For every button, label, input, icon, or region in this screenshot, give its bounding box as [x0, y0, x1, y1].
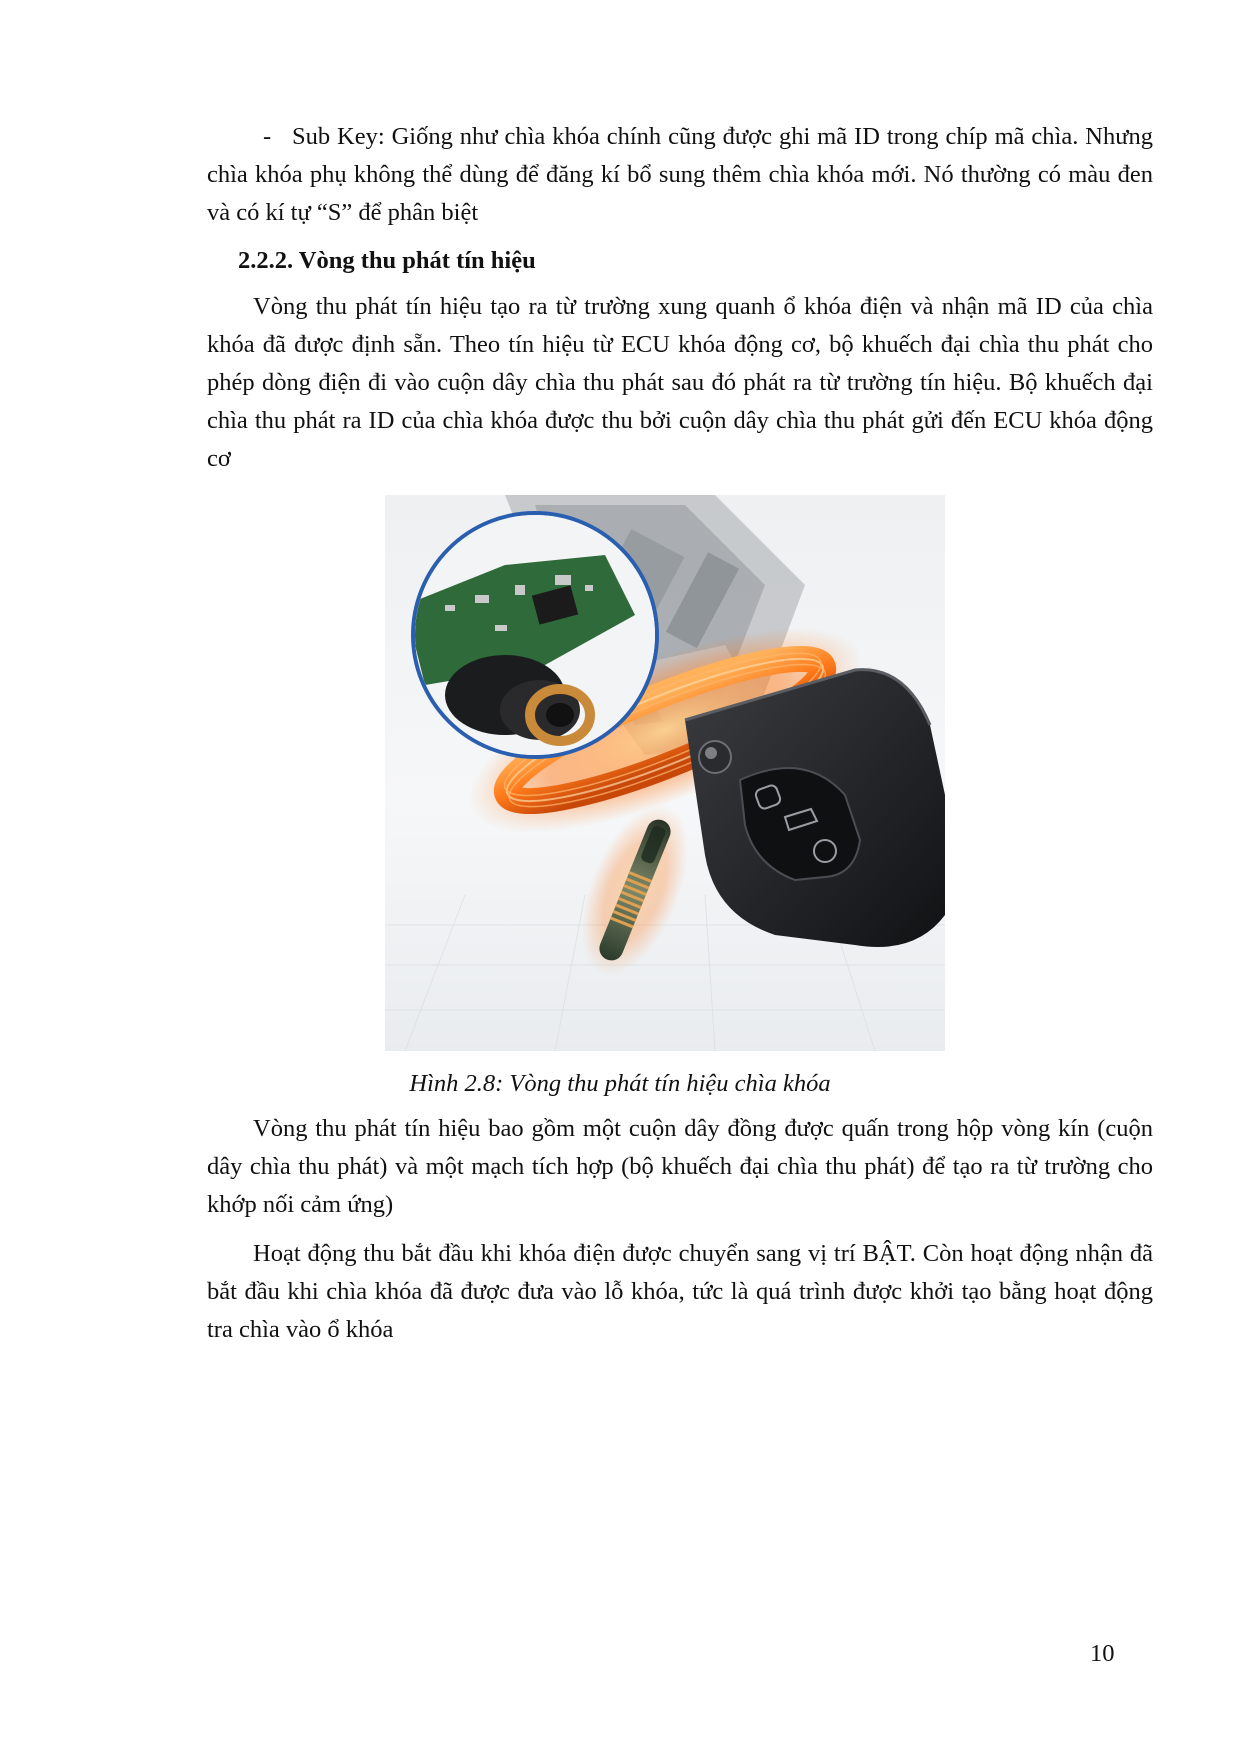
bullet-marker: - [263, 123, 272, 150]
bullet-item-sub-key [207, 118, 1153, 232]
key-fob [685, 670, 945, 947]
transponder-illustration [385, 495, 945, 1051]
paragraph-ring-composition: Vòng thu phát tín hiệu bao gồm một cuộn dây đồng được quấn trong hộp vòng kín (cuộn dây chìa thu phát) và một mạch tích hợp (bộ khuếch đại chìa thu phát) để tạo ra từ trường cho khớp nối cảm ứng) [207, 1115, 1153, 1218]
figure-caption: Hình 2.8: Vòng thu phát tín hiệu chìa khóa [409, 1070, 831, 1097]
figure-transponder-ring [385, 495, 945, 1051]
page-number: 10 [1090, 1640, 1115, 1667]
paragraph-transponder-intro: Vòng thu phát tín hiệu tạo ra từ trường xung quanh ổ khóa điện và nhận mã ID của chìa khóa đã được định sẵn. Theo tín hiệu từ ECU khóa động cơ, bộ khuếch đại chìa thu phát cho phép dòng điện đi vào cuộn dây chìa thu phát sau đó phát ra từ trường tín hiệu. Bộ khuếch đại chìa thu phát ra ID của chìa khóa được thu bởi cuộn dây chìa thu phát gửi đến ECU khóa động cơ [207, 293, 1153, 472]
paragraph-operation: Hoạt động thu bắt đầu khi khóa điện được chuyển sang vị trí BẬT. Còn hoạt động nhận đã bắt đầu khi chìa khóa đã được đưa vào lỗ khóa, tức là quá trình được khởi tạo bằng hoạt động tra chìa vào ổ khóa [207, 1240, 1153, 1343]
bullet-text: Sub Key: Giống như chìa khóa chính cũng được ghi mã ID trong chíp mã chìa. Nhưng chìa khóa phụ không thể dùng để đăng kí bổ sung thêm chìa khóa mới. Nó thường có màu đen và có kí tự “S” để phân biệt [207, 123, 1154, 226]
section-heading: 2.2.2. Vòng thu phát tín hiệu [238, 247, 536, 274]
